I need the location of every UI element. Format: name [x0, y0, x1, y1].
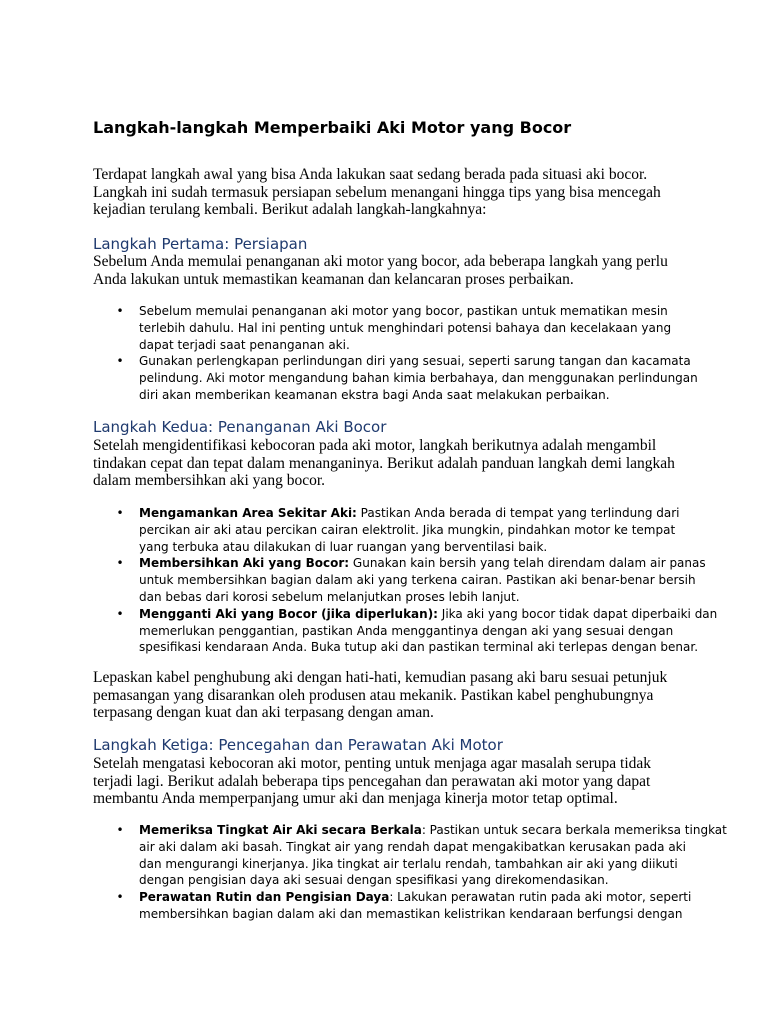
text-line: Sebelum Anda memulai penanganan aki motor yang bocor, ada beberapa langkah yang perlu	[93, 253, 668, 270]
bullet-list	[115, 822, 727, 923]
bullet-icon: •	[116, 890, 124, 905]
bold-lead: Mengamankan Area Sekitar Aki:	[139, 506, 357, 520]
text-line: kejadian terulang kembali. Berikut adalah langkah-langkahnya:	[93, 201, 487, 218]
bullet-list	[115, 303, 698, 404]
section-heading-pencegahan: Langkah Ketiga: Pencegahan dan Perawatan Aki Motor	[93, 736, 503, 754]
text-line	[139, 606, 718, 623]
bullet-icon: •	[116, 823, 124, 837]
text-line: percikan air aki atau percikan cairan elektrolit. Jika mungkin, pindahkan motor ke tempat	[139, 522, 676, 537]
bullet-list	[115, 505, 718, 656]
text-line: Sebelum memulai penanganan aki motor yang bocor, pastikan untuk mematikan mesin	[139, 304, 668, 318]
text-line: yang terbuka atau dilakukan di luar ruangan yang berventilasi baik.	[139, 539, 548, 554]
text-line: pelindung. Aki motor mengandung bahan kimia berbahaya, dan menggunakan perlindungan	[139, 371, 698, 386]
text-line: terpasang dengan kuat dan aki terpasang dengan aman.	[93, 704, 434, 721]
bold-lead: Memeriksa Tingkat Air Aki secara Berkala	[139, 823, 422, 837]
text-run: : Pastikan untuk secara berkala memeriksa tingkat	[421, 823, 727, 837]
bold-lead: Perawatan Rutin dan Pengisian Daya	[139, 890, 390, 905]
intro-paragraph	[93, 166, 693, 219]
bullet-icon: •	[116, 304, 124, 318]
text-line: dapat terjadi saat penanganan aki.	[139, 337, 350, 352]
text-line	[139, 505, 695, 522]
text-line: diri akan memberikan keamanan ekstra bagi Anda saat melakukan perbaikan.	[139, 387, 610, 402]
list-item	[115, 353, 698, 403]
list-item	[115, 303, 695, 353]
text-run: Jika aki yang bocor tidak dapat diperbaiki dan	[437, 606, 718, 621]
bullet-icon: •	[116, 606, 124, 621]
bullet-icon: •	[116, 506, 124, 520]
bullet-icon: •	[116, 354, 124, 369]
text-line: pemasangan yang disarankan oleh produsen atau mekanik. Pastikan kabel penghubungnya	[93, 686, 654, 704]
text-line: dan mengurangi kinerjanya. Jika tingkat air terlalu rendah, tambahkan air aki yang diikuti	[139, 856, 678, 871]
section-paragraph	[93, 253, 693, 288]
text-line: terlebih dahulu. Hal ini penting untuk menghindari potensi bahaya dan kecelakaan yang	[139, 320, 672, 335]
text-line: dengan pengisian daya aki sesuai dengan spesifikasi yang direkomendasikan.	[139, 873, 609, 888]
text-line: untuk membersihkan bagian dalam aki yang terkena cairan. Pastikan aki benar-benar bersih	[139, 573, 696, 588]
text-line	[139, 555, 706, 572]
text-line: memerlukan penggantian, pastikan Anda menggantinya dengan aki yang sesuai dengan	[139, 623, 674, 638]
page-title: Langkah-langkah Memperbaiki Aki Motor yang Bocor	[93, 118, 572, 137]
text-line: Langkah ini sudah termasuk persiapan sebelum menangani hingga tips yang bisa mencegah	[93, 183, 661, 201]
section-heading-penanganan: Langkah Kedua: Penanganan Aki Bocor	[93, 418, 387, 436]
text-line	[139, 889, 695, 906]
text-line: Setelah mengidentifikasi kebocoran pada aki motor, langkah berikutnya adalah mengambil	[93, 437, 657, 454]
list-item	[115, 889, 695, 923]
text-run: : Lakukan perawatan rutin pada aki motor, seperti	[389, 890, 692, 905]
text-line: terjadi lagi. Berikut adalah beberapa tips pencegahan dan perawatan aki motor yang dapat	[93, 772, 651, 790]
text-line: spesifikasi kendaraan Anda. Buka tutup aki dan pastikan terminal aki terlepas dengan benar.	[139, 640, 699, 655]
bullet-icon: •	[116, 556, 124, 571]
text-line	[139, 822, 727, 839]
text-line: dalam membersihkan aki yang bocor.	[93, 472, 326, 489]
text-line: Anda lakukan untuk memastikan keamanan dan kelancaran proses perbaikan.	[93, 270, 574, 288]
text-run: Pastikan Anda berada di tempat yang terlindung dari	[356, 506, 680, 520]
bold-lead: Membersihkan Aki yang Bocor:	[139, 556, 350, 571]
section-paragraph	[93, 755, 693, 808]
list-item	[115, 505, 695, 555]
text-line: membantu Anda memperpanjang umur aki dan menjaga kinerja motor tetap optimal.	[93, 790, 618, 807]
section-paragraph	[93, 437, 693, 490]
text-line: air aki dalam aki basah. Tingkat air yang rendah dapat mengakibatkan kerusakan pada aki	[139, 839, 686, 854]
text-line: membersihkan bagian dalam aki dan memastikan kelistrikan kendaraan berfungsi dengan	[139, 906, 683, 921]
list-item	[115, 555, 706, 605]
bold-lead: Mengganti Aki yang Bocor (jika diperlukan):	[139, 606, 438, 621]
list-item	[115, 822, 727, 889]
text-line: tindakan cepat dan tepat dalam menanganinya. Berikut adalah panduan langkah demi langkah	[93, 454, 675, 472]
text-line: Setelah mengatasi kebocoran aki motor, penting untuk menjaga agar masalah serupa tidak	[93, 755, 652, 772]
text-line: Terdapat langkah awal yang bisa Anda lakukan saat sedang berada pada situasi aki bocor.	[93, 166, 648, 183]
list-item	[115, 606, 718, 656]
section-heading-persiapan: Langkah Pertama: Persiapan	[93, 235, 308, 253]
text-line: dan bebas dari korosi sebelum melanjutkan proses lebih lanjut.	[139, 589, 520, 604]
text-run: Gunakan kain bersih yang telah direndam dalam air panas	[349, 556, 706, 571]
text-line: Gunakan perlengkapan perlindungan diri yang sesuai, seperti sarung tangan dan kacamata	[139, 354, 691, 369]
section-closing-paragraph	[93, 669, 693, 722]
text-line: Lepaskan kabel penghubung aki dengan hati-hati, kemudian pasang aki baru sesuai petunjuk	[93, 669, 668, 686]
